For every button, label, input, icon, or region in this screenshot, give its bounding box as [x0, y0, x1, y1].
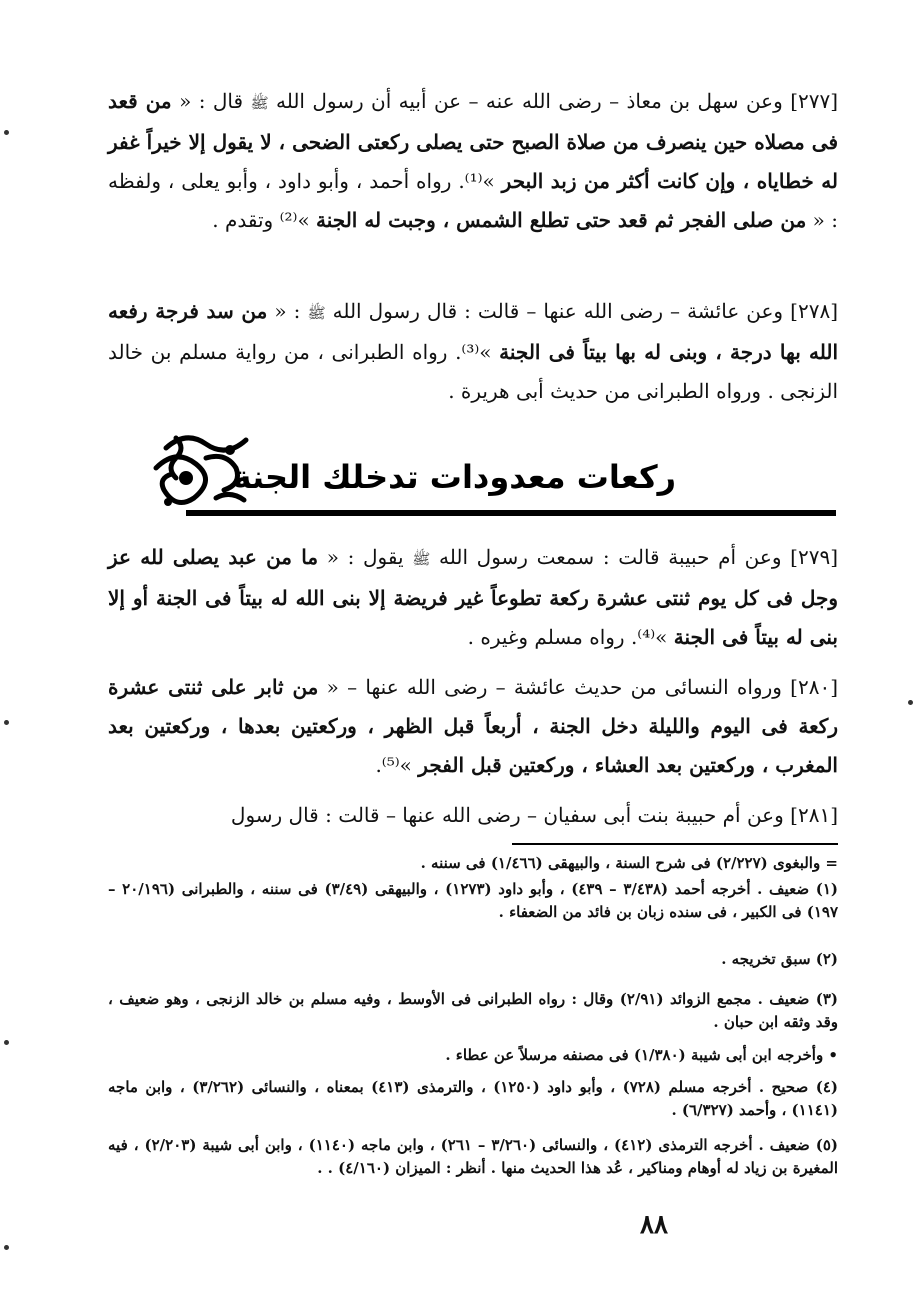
salutation-glyph: ﷺ [250, 94, 269, 112]
paragraph-277 [108, 82, 838, 240]
footnote-ref: »⁽³⁾. [455, 340, 492, 364]
hadith-text: من ثابر على ثنتى عشرة ركعة فى اليوم والليلة دخل الجنة ، أربعاً قبل الظهر ، وركعتين بعدها ، وركعتين بعد المغرب ، وركعتين بعد العشاء ، وركعتين قبل الفجر [108, 675, 838, 777]
section-heading [146, 428, 836, 518]
paragraph-qal: قال : « [179, 89, 244, 113]
paragraph-intro: ورواه النسائى من حديث عائشة – رضى الله عنها – « [326, 675, 782, 699]
paragraph-intro: وعن عائشة – رضى الله عنها – قالت : قال رسول الله [332, 299, 784, 323]
quote-open: : « [274, 299, 301, 323]
scan-speck [4, 720, 9, 725]
source-text: رواه أحمد ، وأبو داود ، وأبو يعلى ، ولفظه : « [108, 169, 838, 232]
scan-speck [908, 700, 913, 705]
footnote-4: (٤) صحيح . أخرجه مسلم (٧٢٨) ، وأبو داود (١٢٥٠) ، والترمذى (٤١٣) بمعناه ، والنسائى (٣/٢٦٢) ، وابن ماجه (١١٤١) ، وأحمد (٦/٣٢٧) . [108, 1078, 838, 1119]
hadith-text: من قعد فى مصلاه حين ينصرف من صلاة الصبح حتى يصلى ركعتى الضحى ، لا يقول إلا خيراً غفر له خطاياه ، وإن كانت أكثر من زبد البحر [108, 89, 839, 193]
footnote-2: (٢) سبق تخريجه . [721, 950, 838, 968]
paragraph-279 [108, 538, 838, 657]
footnote-ref: »⁽¹⁾. [458, 169, 495, 193]
hadith-text-2: من صلى الفجر ثم قعد حتى تطلع الشمس ، وجبت له الجنة [316, 208, 807, 232]
hadith-text: من سد فرجة رفعه الله بها درجة ، وبنى له بها بيتاً فى الجنة [108, 299, 839, 364]
salutation-glyph: ﷺ [412, 550, 431, 568]
footnote-5: (٥) ضعيف . أخرجه الترمذى (٤١٢) ، والنسائى (٣/٢٦٠ – ٢٦١) ، وابن ماجه (١١٤٠) ، وابن أبى شيبة (٢/٢٠٣) ، فيه المغيرة بن زياد له أوهام ومناكير ، عُد هذا الحديث منها . أنظر : الميزان (٤/١٦٠) . . [108, 1136, 838, 1177]
paragraph-intro: وعن سهل بن معاذ – رضى الله عنه – عن أبيه أن رسول الله [275, 89, 783, 113]
hadith-number: [٢٨٠] [790, 675, 839, 699]
hadith-number: [٢٧٩] [790, 545, 839, 569]
hadith-number: [٢٧٨] [790, 299, 838, 323]
hadith-text: ما من عبد يصلى لله عز وجل فى كل يوم ثنتى عشرة ركعة تطوعاً غير فريضة إلا بنى الله له بيتاً فى الجنة أو إلا بنى له بيتاً فى الجنة [108, 545, 838, 649]
footnote-3-note: • وأخرجه ابن أبى شيبة (١/٣٨٠) فى مصنفه مرسلاً عن عطاء . [445, 1046, 838, 1064]
paragraph-end: وتقدم . [212, 208, 274, 232]
footnote-3: (٣) ضعيف . مجمع الزوائد (٢/٩١) وقال : رواه الطبرانى فى الأوسط ، وفيه مسلم بن خالد الزنجى ، وهو ضعيف ، وقد وثقه ابن حبان . [108, 990, 838, 1031]
salutation-glyph: ﷺ [307, 304, 326, 322]
footnote-1: (١) ضعيف . أخرجه أحمد (٣/٤٣٨ – ٤٣٩) ، وأبو داود (١٢٧٣) ، والبيهقى (٣/٤٩) فى سننه ، والطبرانى (٢٠/١٩٦ – ١٩٧) فى الكبير ، فى سنده زبان بن فائد من الضعفاء . [108, 880, 838, 921]
scan-speck [4, 130, 9, 135]
footnote-ref: »⁽⁵⁾. [375, 753, 412, 777]
heading-title: ركعات معدودات تدخلك الجنة [232, 458, 676, 496]
footnote-continued: = والبغوى (٢/٢٢٧) فى شرح السنة ، والبيهقى (١/٤٦٦) فى سننه . [420, 854, 838, 872]
source-text: رواه الطبرانى ، من رواية مسلم بن خالد الزنجى . ورواه الطبرانى من حديث أبى هريرة . [108, 340, 838, 403]
scan-speck [4, 1040, 9, 1045]
heading-underline [186, 510, 836, 516]
paragraph-278 [108, 292, 838, 411]
hadith-number: [٢٨١] [790, 803, 838, 827]
scan-speck [4, 1245, 9, 1250]
footnote-divider [512, 843, 838, 845]
source-text: رواه مسلم وغيره . [467, 625, 625, 649]
hadith-number: [٢٧٧] [790, 89, 839, 113]
paragraph-intro: وعن أم حبيبة قالت : سمعت رسول الله [439, 545, 782, 569]
paragraph-intro: وعن أم حبيبة بنت أبى سفيان – رضى الله عنها – قالت : قال رسول [230, 803, 784, 827]
paragraph-280 [108, 668, 838, 785]
footnote-ref-2: »⁽²⁾ [279, 208, 310, 232]
footnote-ref: »⁽⁴⁾. [630, 625, 668, 649]
paragraph-say: يقول : « [326, 545, 404, 569]
paragraph-281 [108, 796, 838, 835]
page-number: ٨٨ [640, 1210, 668, 1240]
